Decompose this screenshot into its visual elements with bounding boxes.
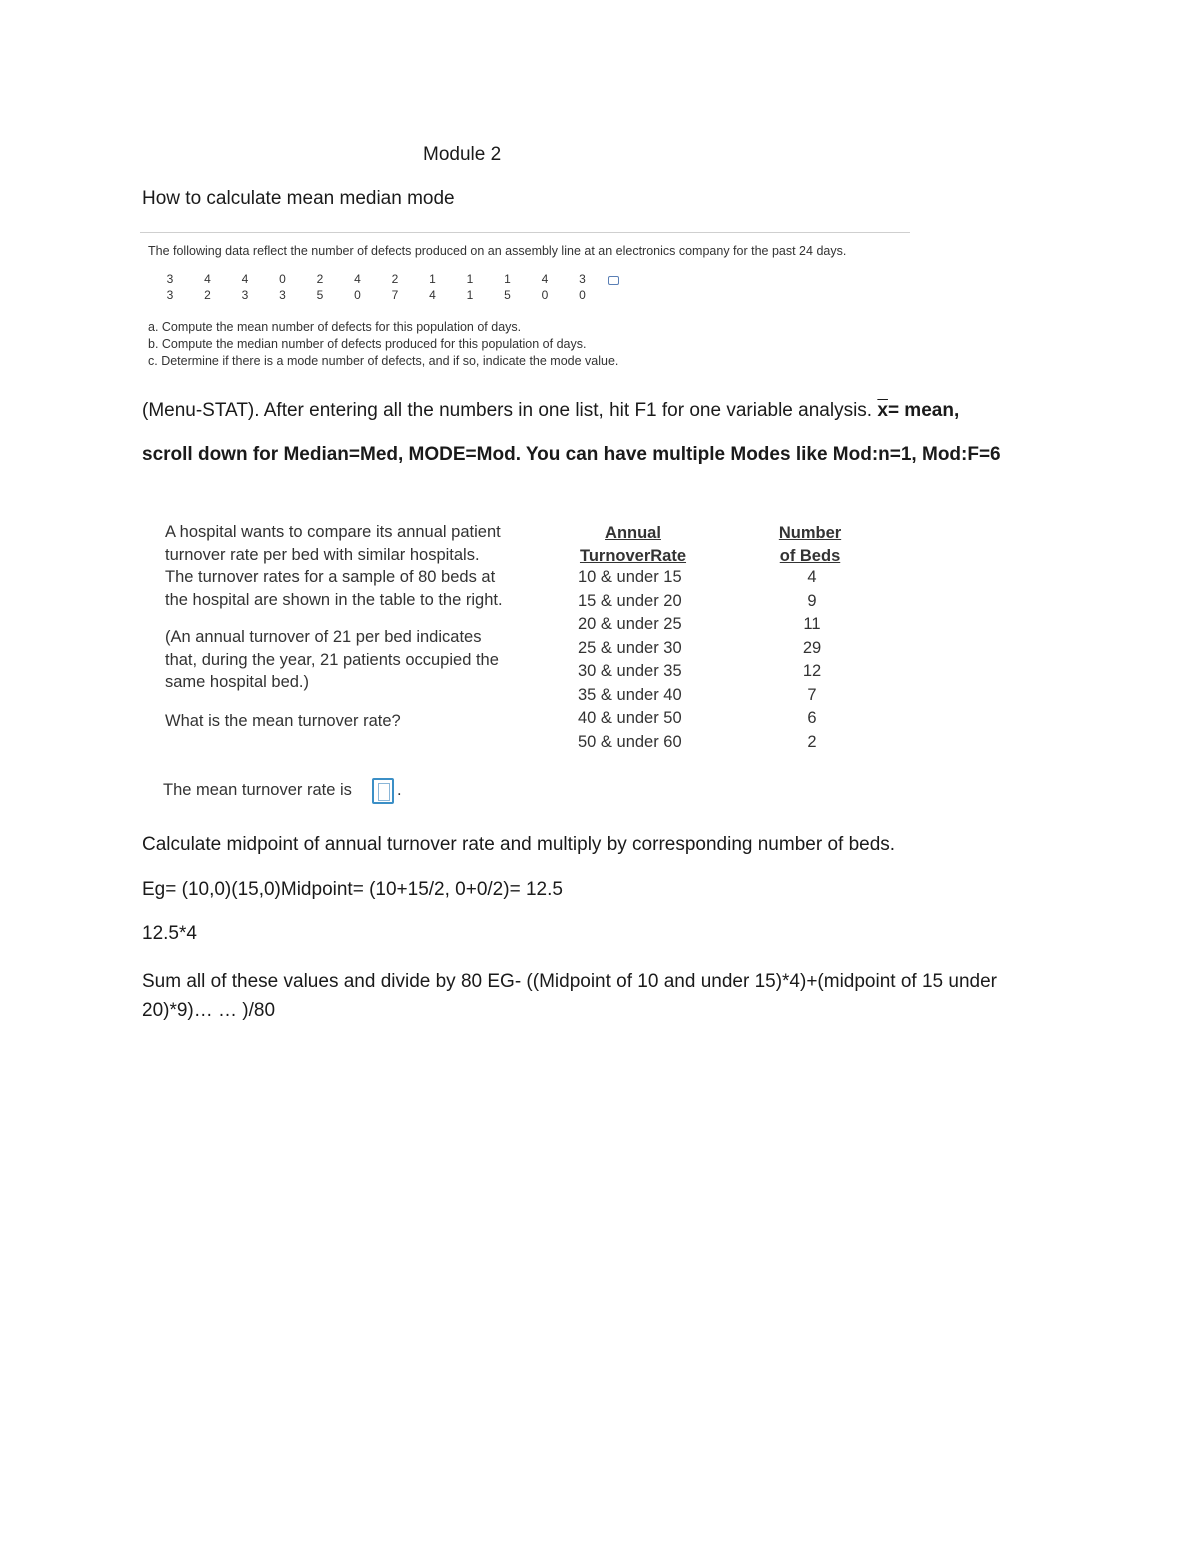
defects-value: 3 (166, 288, 174, 302)
number-of-beds-cell: 6 (807, 709, 817, 727)
turnover-problem-image (160, 518, 880, 813)
turnover-rate-cell: 25 & under 30 (578, 638, 682, 657)
defects-value: 4 (204, 272, 211, 286)
page-title: Module 2 (423, 144, 502, 165)
defects-intro: The following data reflect the number of defects produced on an assembly line at an electronics company for the past 24 days. (148, 244, 847, 258)
number-of-beds-cell: 7 (807, 685, 817, 704)
defects-value: 3 (279, 288, 286, 302)
text-line: the hospital are shown in the table to the right. (165, 590, 503, 609)
mean-label: = mean, (887, 400, 960, 421)
divider (140, 232, 910, 233)
turnover-rate-cell: 40 & under 50 (578, 709, 682, 727)
answer-prompt-text: The mean turnover rate is (163, 781, 352, 799)
x-bar-symbol: $\overline{x}$ (877, 400, 888, 421)
explanation-line-4: Sum all of these values and divide by 80 EG- ((Midpoint of 10 and under 15)*4)+(midpoint of 15 under 20)*9)… … )/80 (142, 971, 997, 1021)
problem-paragraph-1 (165, 521, 503, 611)
question-c: c. Determine if there is a mode number of defects, and if so, indicate the mode value. (148, 354, 619, 368)
number-of-beds-header (765, 522, 855, 568)
answer-input[interactable] (372, 778, 394, 804)
defects-value: 0 (279, 272, 286, 286)
defects-value: 5 (316, 288, 324, 302)
defects-value: 1 (466, 272, 474, 286)
defects-value: 0 (354, 288, 361, 302)
turnover-rate-cell: 15 & under 20 (578, 591, 682, 610)
text-line: The turnover rates for a sample of 80 beds at (165, 568, 496, 586)
page-subtitle: How to calculate mean median mode (142, 188, 455, 209)
defects-value: 4 (354, 272, 361, 286)
turnover-rate-header (570, 522, 696, 568)
turnover-rate-cell: 30 & under 35 (578, 662, 682, 680)
answer-input-inner (378, 783, 390, 801)
text-line: same hospital bed.) (165, 673, 309, 691)
instruction-text: (Menu-STAT). After entering all the numbers in one list, hit F1 for one variable analysis. (142, 400, 878, 421)
defects-value: 3 (166, 272, 174, 286)
explanation-line-1: Calculate midpoint of annual turnover rate and multiply by corresponding number of beds. (142, 834, 896, 855)
defects-value: 7 (391, 288, 399, 302)
question-a: a. Compute the mean number of defects for this population of days. (148, 320, 522, 334)
text-line: turnover rate per bed with similar hospitals. (165, 545, 480, 564)
number-of-beds-cell: 11 (803, 615, 821, 633)
explanation-line-2: Eg= (10,0)(15,0)Midpoint= (10+15/2, 0+0/2)= 12.5 (142, 879, 563, 900)
header-line: TurnoverRate (579, 547, 687, 565)
defects-value: 0 (541, 288, 549, 302)
text-line: (An annual turnover of 21 per bed indicates (165, 628, 482, 646)
problem-paragraph-2 (165, 626, 499, 694)
header-line: Number (778, 524, 842, 542)
turnover-rate-cell: 20 & under 25 (578, 615, 682, 633)
defects-problem-image (140, 230, 910, 368)
defects-value: 4 (429, 288, 436, 302)
answer-suffix: . (397, 781, 402, 799)
defects-value: 1 (504, 272, 511, 286)
defects-value: 1 (429, 272, 436, 286)
problem-question: What is the mean turnover rate? (165, 712, 401, 730)
text-line: A hospital wants to compare its annual patient (165, 523, 501, 541)
defects-value: 0 (579, 288, 586, 302)
number-of-beds-cell: 2 (807, 732, 817, 751)
header-line: Annual (605, 524, 661, 542)
defects-value: 1 (466, 288, 474, 302)
number-of-beds-cell: 29 (802, 638, 822, 657)
copy-icon[interactable] (608, 276, 619, 285)
defects-value: 2 (316, 272, 324, 286)
defects-value: 3 (579, 272, 586, 286)
defects-value: 3 (241, 288, 249, 302)
answer-prompt (163, 779, 352, 802)
number-of-beds-cell: 12 (802, 662, 822, 680)
question-b: b. Compute the median number of defects produced for this population of days. (148, 337, 587, 351)
instruction-line-2: scroll down for Median=Med, MODE=Mod. You can have multiple Modes like Mod:n=1, Mod:F=6 (142, 444, 1001, 465)
defects-value: 4 (541, 272, 549, 286)
turnover-rate-cell: 10 & under 15 (578, 568, 682, 586)
text-line: that, during the year, 21 patients occupied the (165, 650, 499, 669)
defects-value: 2 (204, 288, 211, 302)
number-of-beds-cell: 9 (807, 591, 817, 610)
header-line: of Beds (779, 547, 841, 565)
defects-value: 2 (391, 272, 399, 286)
instruction-line-1 (142, 400, 959, 422)
turnover-rate-cell: 50 & under 60 (578, 732, 682, 751)
defects-value: 4 (241, 272, 249, 286)
explanation-line-3: 12.5*4 (142, 923, 197, 944)
turnover-rate-cell: 35 & under 40 (578, 685, 682, 704)
defects-value: 5 (504, 288, 511, 302)
number-of-beds-cell: 4 (807, 568, 817, 586)
